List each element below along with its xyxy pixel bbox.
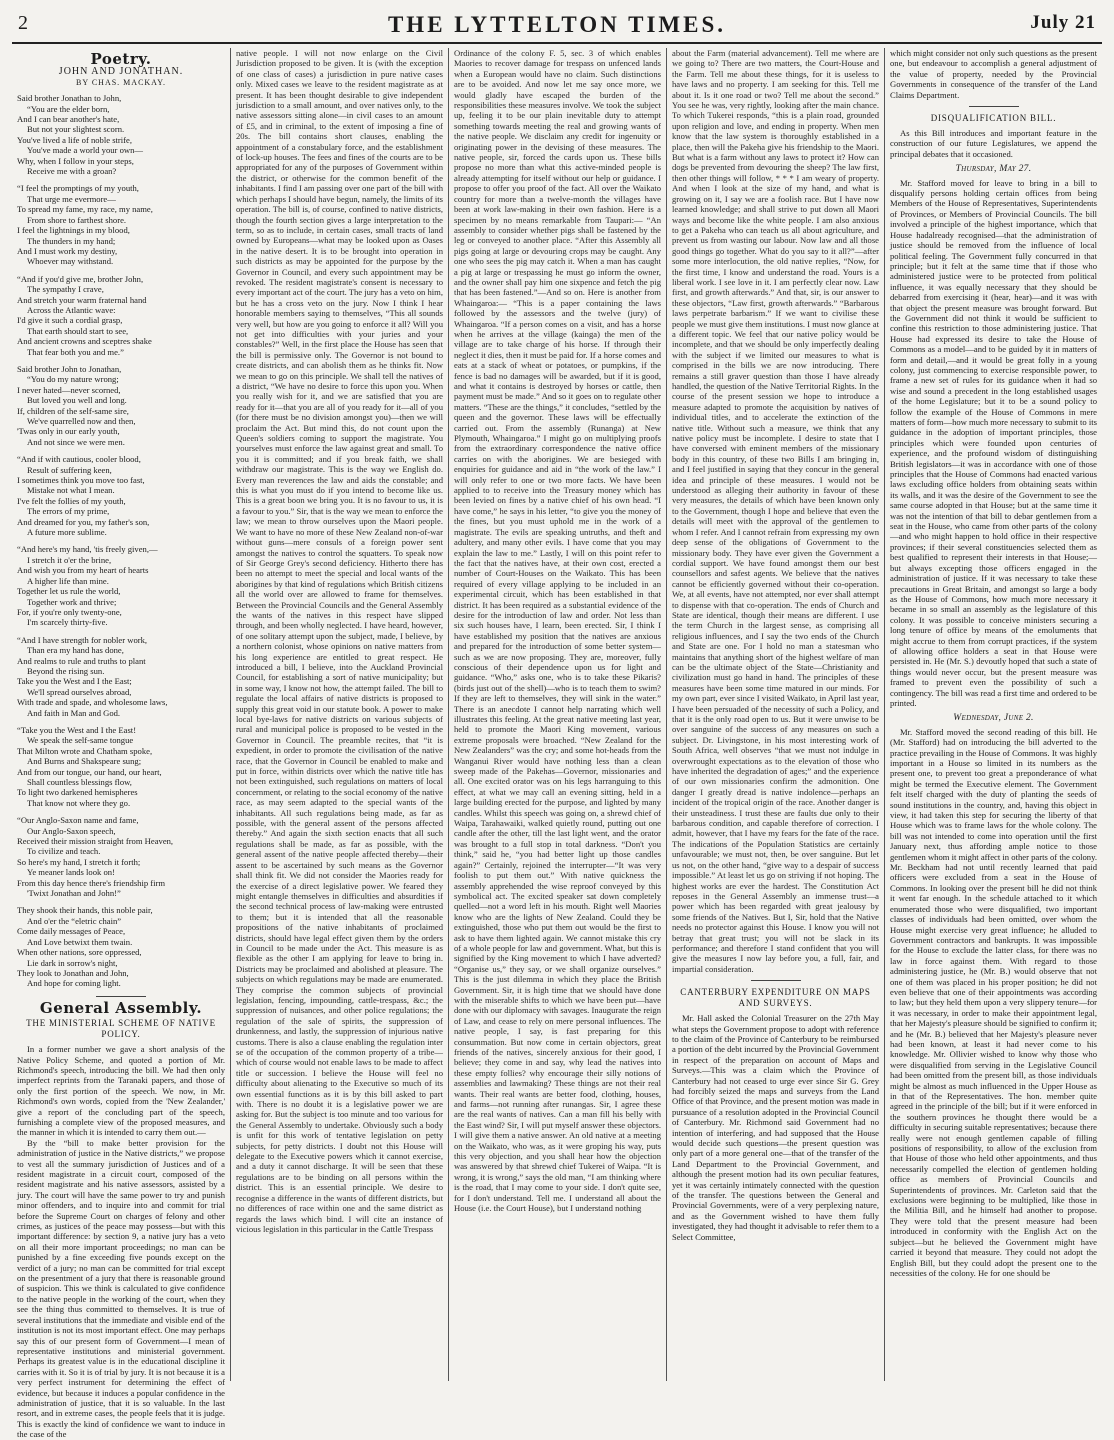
poem-line: And Love betwixt them twain. <box>27 936 133 947</box>
poem-line: “You are the elder born, <box>27 103 110 114</box>
article-intro: As this Bill introduces and important feature in the construction of our future Legislatures, we append the principal debates that it occasioned. <box>890 128 1097 159</box>
poem-line: That Milton wrote and Chatham spoke, <box>17 745 153 756</box>
poem-line: 'Twas only in our early youth, <box>17 426 120 437</box>
masthead <box>12 8 1102 44</box>
poem-line: “Take you the West and I the East! <box>17 724 137 735</box>
poem-stanza <box>17 635 225 718</box>
poem-line: Across the Atlantic wave: <box>27 304 116 315</box>
columns <box>12 48 1102 1440</box>
poem-line: Receive me with a groan? <box>27 166 117 177</box>
poem-stanza <box>17 725 225 808</box>
debate-date: Wednesday, June 2. <box>953 713 1034 724</box>
poem-line: When other nations, sore oppressed, <box>17 947 142 958</box>
poem-stanza <box>17 454 225 537</box>
poem-line: And faith in Man and God. <box>27 707 121 718</box>
poem-line: We've quarrelled now and then, <box>27 416 136 426</box>
article-text: native people. I will not now enlarge on the Civil Jurisdiction proposed to be given. It is (with the exception of one class of cases) a jurisdiction in pure native cases only. Mixed cases we leave to the resident magistrate as at present. It has been thought desirable to give independent jurisdiction to a small amount, and over natives only, to the native assessors sitting alone—in civil cases to an amount of £5, and in criminal, to the extent of imposing a fine of 20s. The bill contains short clauses, enabling the appointment of a constabulary force, and the establishment of lock-up houses. The fees and fines of the courts are to be appropriated for any of the purposes of Government within the district, or otherwise for the common benefit of the inhabitants. I find I am passing over one part of the bill with which perhaps I should have begun, namely, the limits of its operation. The bill is, of course, confined to native districts, though the fourth section gives a large interpretation to the term, so as to include, in certain cases, small tracts of land owned by Europeans—what may be looked upon as Oases in the native desert. It is to be brought into operation in such districts as may be appointed for the purpose by the Governor in Council, and every such appointment may be revoked. The resident magistrate's consent is necessary to every important act of the court. The jury has a veto on him, but he has a cross veto on the jury. Now I think I hear honorable members saying to themselves, “This all sounds very well, but how are you going to enforce it all? Will you not get into difficulties with your juries and your constables?” Well, in the first place the House has seen that the bill is permissive only. The Governor is not bound to create districts, and can abolish them as he thinks fit. Now we mean to go on this principle. We shall tell the natives of a district, “We have no desire to force this upon you. When you really wish for it, and we are satisfied that you are ready for it—that you are all of you ready for it—all of you (for there must be no division amongst you)—then we will proclaim the Act. But mind this, do not count upon the Queen's soldiers coming to support the magistrate. You yourselves must enforce the law against great and small. To you it is committed; and if you break faith, we shall withdraw our magistrate. This is the way we English do. Every man reverences the law and aids the constable; and this is what you must do if you intend to become like us. This is a great boon we bring you. It is no favour to us, it is a favour to you.” Sir, that is the way we mean to enforce the law; we mean to throw ourselves upon the Maori people. We want to have no more of these New Zealand non-of-war without guns—mere consuls of a foreign power sent amongst the natives to control the squatters. To speak now of Sir George Grey's second deficiency. Hitherto there has been no attempt to meet the special and local wants of the aborigines by that kind of regulations which British citizens all the world over are allowed to frame for themselves. Between the Provincial Councils and the General Assembly the wants of the natives in this respect have slipped through, and been wholly neglected. I have heard, however, of one solitary attempt upon the subject, made, I believe, by a northern colonist, whose opinions on native matters from his long experience are entitled to great respect. He introduced a bill, I believe, into the Auckland Provincial Council, for establishing a sort of native municipality; but in some way, I know not how, the attempt failed. The bill to regulate the local affairs of native districts is proposed to supply this great void in our statute book. A power to make local bye-laws for native districts on various subjects of rural and municipal police is proposed to be vested in the Governor in Council. The preamble recites, that “it is expedient, in order to promote the civilisation of the native race, that the Governor in Council be enabled to make and put in force, within districts over which the native title has not been extinguished, such regulations on matters of local concernment, or relating to the social economy of the native race, as may seem adapted to the special wants of the inhabitants. All such regulations being made, as far as possible, with the general assent of the persons affected thereby.” And again the sixth section enacts that all such regulations shall be made, as far as possible, with the general assent of the native people affected thereby—their assent to be ascertained by such means as the Governor shall think fit. We did not consider the Maories ready for the exercise of a direct legislative power. We feared they might entangle themselves in difficulties and absurdities if the second technical process of law-making were entrusted to them; but it is intended that all the reasonable propositions of the native inhabitants of proclaimed districts, should have legal effect given them by the orders in Council to be made under the Act. This measure is as flexible as the other I am applying for leave to bring in. Districts may be proclaimed and abolished at pleasure. The subjects on which regulations may be made are enumerated. They comprise the common subjects of provincial legislation, fencing, impounding, cattle-trespass, &c.; the suppression of nuisances, and other police regulations; the regulation of the sale of spirits, the suppression of drunkenness, and lastly, the suppression of injurious native customs. There is also a clause enabling the regulation inter se of the occupation of the common property of a tribe—which of course would not enable laws to be made to affect title or succession. I believe the House will feel no difficulty about alienating to the Executive so much of its own essential functions as it is by this bill asked to part with. There is no doubt it is a legislative power we are asking for. But the subject is too minute and too various for the General Assembly to undertake. Obviously such a body is unfit for this work of tentative legislation on petty subjects, for petty districts. I doubt not this House will delegate to the Executive powers which it cannot exercise, and a duty it cannot discharge. It will be seen that these regulations are to be binding on all persons within the district. This is an essential principle. We desire to recognise a difference in the wants of different districts, but no differences of race within one and the same district as regards the laws which bind. I will cite an instance of vicious legislation in this particular in the Cattle Trespass <box>236 48 443 1234</box>
debate-date: Thursday, May 27. <box>955 164 1032 175</box>
poem-line: But not your slightest scorn. <box>27 124 125 135</box>
page-number: 2 <box>18 12 28 34</box>
poem-line: And not since we were men. <box>27 436 125 447</box>
poem-line: I'm scarcely thirty-five. <box>27 617 108 628</box>
poem-line: To spread my fame, my race, my name, <box>17 204 153 215</box>
poem-line: I've felt the follies of my youth, <box>17 495 126 506</box>
section-heading-poetry: Poetry. <box>90 50 152 68</box>
poem-line: The errors of my prime, <box>27 506 110 517</box>
poem-line: “And I have strength for nobler work, <box>17 634 148 645</box>
poem-line: Said brother John to Jonathan, <box>17 363 122 374</box>
column-1 <box>12 48 230 1440</box>
poem-stanza <box>17 183 225 266</box>
article-text: Mr. Stafford moved for leave to bring in a bill to disqualify persons holding certain offices from being Members of the House of Representatives, Superintendents of Provinces, or Members of Provincial Councils. The bill involved a principle of the highest importance, which that House hadalready recognised—that the administration of justice should be removed from the influence of local political feeling. The Government fully concurred in that principle; but it felt at the same time that if those who administered justice were to be protected from political influence, it was equally necessary that they should be debarred from exercising it (hear, hear)—and it was with that object the present measure was brought forward. But the Government did not think it would be sufficient to confine this restriction to those administering justice. That House had expressed its desire to take the House of Commons as a model—and to be guided by it in matters of form and detail,—and it would be great folly in a young colony, just commencing to exercise responsible power, to frame a new set of rules for its guidance when it had so wise and sound a precedent in the long established usages of the home Legislature; but it to be a sound policy to follow the example of the House of Commons in mere matters of form—how much more necessary to submit to its guidance in the adoption of important principles, those principles which were founded upon centuries of experience, and the profound wisdom of distinguishing British legislators—it was in accordance with one of those principles that the House of Commons had enacted various laws excluding office holders from obtaining seats within its walls, and it was the desire of the Government to see the same course adopted in that House; but at the same time it was not the intention of that bill to debar gentlemen from a seat in the House, who came from other parts of the colony—and who might happen to hold office in their respective provinces; if their several constituencies selected them as best qualified to represent their interests in that House;—but always excepting those officers engaged in the administration of justice. If it was necessary to take these precautions in Great Britain, and amongst so large a body as the House of Commons, how much more necessary it became in so small an assembly as the legislature of this colony. It was possible to conceive ministers securing a long tenure of office by means of the emoluments that might accrue to them from corrupt practices, if the system of allowing office holders a seat in that House were persisted in. He (Mr. S.) devoutly hoped that such a state of things would never occur, but the present measure was framed to prevent even the possibility of such a contingency. The bill was read a first time and ordered to be printed. <box>890 177 1097 708</box>
poem-line: “You do my nature wrong; <box>27 374 119 385</box>
poem-line: I stretch it o'er the brine, <box>27 554 112 565</box>
article-text: Mr. Hall asked the Colonial Treasurer on the 27th May what steps the Government propose to adopt with reference to the claim of the Province of Canterbury to be reimbursed a portion of the debt incurred by the Provincial Government in respect of the preparation on account of Maps and Surveys.—This was a claim which the Province of Canterbury had not ceased to urge ever since Sir G. Grey had forcibly seized the maps and surveys from the Land Office of that Province, and the present motion was made in pursuance of a resolution adopted in the Provincial Council of Canterbury. Mr. Richmond said Government had no intention of interfering, and had supposed that the House would decide such questions—the present question was only part of a more general one—that of the transfer of the Land Department to the Provincial Government, and although the present motion had its own peculiar features, yet it was certainly intimately connected with the question of the transfer. The questions between the General and Provincial Governments, were of a very perplexing nature, and as the Government wished to have them fully investigated, they had thought it advisable to refer them to a Select Committee, <box>672 1013 879 1242</box>
poem-line: We speak the self-same tongue <box>27 735 134 746</box>
article-paragraph: By the “bill to make better provision for the administration of justice in the Native districts,” we propose to vest all the summary jurisdiction of Justices and of a resident magistrate in a circuit court, composed of the resident magistrate and his native assessors, assisted by a jury. The court will have the same power to try and punish minor offenders, and to inquire into and commit for trial before the Supreme Court on charges of felony and other crimes, as justices of the peace may possess—but with this important difference: by section 9, a native jury has a veto on all their more important proceedings; no man can be punished by a fine exceeding five pounds except on the verdict of a jury; no man can be committed for trial except on the presentment of a jury that there is reasonable ground of suspicion. This we think is calculated to give confidence to the native people in the working of the court, when they see the thing thus committed to themselves. It is true of several institutions that the immediate and visible end of the institution is not its most important effect. One may perhaps say this of our present form of Government—I mean of representative institutions and ministerial government. Perhaps its greatest value is in the educational discipline it carries with it. So it is of trial by jury. It is not because it is a very perfect instrument for determining the effect of evidence, but because it induces a popular confidence in the administration of justice, that it is so valuable. In the last resort, and in extreme cases, the people feels that it is judge. This is exactly the kind of confidence we want to induce in the case of the <box>17 1137 225 1440</box>
poem-line: “I feel the promptings of my youth, <box>17 183 139 194</box>
poem-line: And Burns and Shakspeare sung; <box>27 756 142 767</box>
poem-line: And from our tongue, our hand, our heart, <box>17 766 162 777</box>
poem-line: A future more sublime. <box>27 527 107 538</box>
poem-stanza <box>17 93 225 176</box>
column-4 <box>666 48 884 1381</box>
poem-line: And I must work my destiny, <box>17 245 118 256</box>
poem-line: And realms to rule and truths to plant <box>17 655 146 666</box>
poem-line: That know not where they go. <box>27 797 131 808</box>
poem-stanza <box>17 544 225 627</box>
poem-line: To light two darkened hemispheres <box>17 787 138 798</box>
poem-line: Ye meaner lands look on! <box>27 867 115 878</box>
poem-line: They shook their hands, this noble pair, <box>17 905 153 916</box>
poem-stanza <box>17 274 225 357</box>
poem-line: And wish you from my heart of hearts <box>17 565 149 576</box>
poem-line: You've made a world your own— <box>27 145 143 156</box>
poem-line: “And if you'd give me, brother John, <box>17 273 144 284</box>
poem-line: The thunders in my hand; <box>27 235 116 246</box>
poem-line: I'd give it such a cordial grasp, <box>17 315 123 326</box>
poem-line: Together work and thrive; <box>27 596 117 607</box>
divider <box>969 106 1019 107</box>
poem-line: “Our Anglo-Saxon name and fame, <box>17 815 139 826</box>
poem-stanza <box>17 815 225 898</box>
poem-line: Take you the West and I the East; <box>17 676 132 687</box>
poem-line: And o'er the “eletric chain” <box>27 915 122 926</box>
poem-line: With trade and spade, and wholesome laws, <box>17 697 168 708</box>
poem-line: That fear both you and me.” <box>27 346 124 357</box>
poem-line: That urge me evermore— <box>27 193 116 204</box>
article-text: which might consider not only such questions as the present one, but endeavour to accomplish a general adjustment of the value of property, needed by the Provincial Governments in consequence of the transfer of the Land Claims Department. <box>890 48 1097 100</box>
poem-line: And dreamed for you, my father's son, <box>17 516 150 527</box>
poem-line: Come daily messages of Peace, <box>17 926 126 937</box>
poem-line: Said brother Jonathan to John, <box>17 93 122 104</box>
poem-line: A higher life than mine. <box>27 575 109 586</box>
poem-line: I sometimes think you move too fast, <box>17 475 145 486</box>
issue-date: July 21 <box>1030 12 1096 33</box>
poem-line: That earth should start to see, <box>27 325 129 336</box>
divider <box>751 980 801 981</box>
poem-byline: BY CHAS. MACKAY. <box>76 77 166 87</box>
article-text: Mr. Stafford moved the second reading of this bill. He (Mr. Stafford) had on introducing the bill adverted to the practice prevailing in the House of Commons. It was highly important in a House so limited in its numbers as the present one, to prevent too great a preponderance of what might be termed the Executive element. The Government felt itself charged with the duty of planting the seeds of sound institutions in the country, and, having this object in view, it had taken this step for securing the liberty of that House which was to frame laws for the whole colony. The bill was not intended to come into operation until the first January next, thus affording ample notice to those gentlemen whom it might affect in other parts of the colony. Mr. Beckham had not until recently learned that paid officers were excluded from a seat in the House of Commons. In looking over the present bill he did not think it went far enough. In the schedule attached to it which enumerated those who were disqualified, two important classes of individuals had been omitted, over whom the House might exercise very great influence; he alluded to Government contractors and bankrupts. It was impossible for the House to exclude the latter class, for there was no law in force against them. With regard to those administering justice, he (Mr. B.) would observe that not one of them was placed in his proper position; he did not even believe that one of their appointments was according to law; but they held them upon a very slippery tenure—for it was necessary, in order to make their appointment legal, that her Majesty's pleasure should be signified to confirm it; and he (Mr. B.) believed that her Majesty's pleasure never had been known, at least it had never come to his knowledge. Mr. Ollivier wished to know why those who were disqualified from serving in the Legislative Council had been omitted from the present bill, as those individuals might be almost as much influenced in the Upper House as in that of the Representatives. The hon. member quite agreed in the principle of the bill; but if it were enforced in the southern provinces he thought there would be a difficulty in securing suitable representatives; because there really were not enough gentlemen capable of filling positions of responsibility, to allow of the exclusion from that House of those who held other appointments, and thus necessarily compelled the election of gentlemen holding office as members of Provincial Councils and Superintendents of provinces. Mr. Carleton said that the exclusions were beginning to be multiplied, like those in the Militia Bill, and he himself had another to propose. They were told that the present measure had been introduced in conformity with the English Act on the subject—but he believed the Government might have carried it beyond that measure. They could not adopt the English Bill, but they could adopt the present one to the necessities of the colony. He for one should be <box>890 726 1097 1278</box>
column-5 <box>884 48 1102 1381</box>
article-title: THE MINISTERIAL SCHEME OF NATIVE POLICY. <box>26 1018 216 1040</box>
poem-line: “And here's my hand, 'tis freely given,— <box>17 544 158 555</box>
poem-line: Whoever may withstand. <box>27 256 114 267</box>
article-text: about the Farm (material advancement). Tell me where are we going to? There are two matters, the Court-House and the Farm. Tell me about these things, for it is useless to have laws and no property. I am seeking for this. Tell me about it. Is it one road or two? Tell me about the second.” You see he was, very rightly, looking after the main chance. To which Tukerei responds, “this is a plain road, grounded upon religion and love, and ending in property. When men know that the law system is thoroughly established in a place, then will the Pakeha give his friendship to the Maori. But what is a farm without any laws to protect it? How can dogs be prevented from devouring the sheep? The law first, then other things will follow, * * * I am weary of property. And when I look at the size of my hand, and what is growing on it, I say we are a foolish race. But I have now learned knowledge; and shall strive to put down all Maori ways and become like the white people. I am also anxious to get a Pakeha who can teach us all about agriculture, and prevent us from wasting our labour. Now law and all those good things go together. What do you say to it all?”—after some more interlocution, the old native replies, “Now, for the first time, I know and understand the road. Yours is a liberal work. I see love in it. I am perfectly clear now. Law first, and growth afterwards.” And that, sir, is our answer to these objectors, “Law first, growth afterwards.” “Barbarous laws perpetrate barbarism.” If we want to civilise these people we must give them institutions. I must now glance at a different topic. We feel that our native policy would be incomplete, and that we should be only imperfectly dealing with the subject if we limited our measures to what is comprised in the bills we are now introducing. There remains a still graver question than those I have already handled, the question of the Native Territorial Rights. In the course of the present session we hope to introduce a measure adapted to promote the acquisition by natives of individual titles, and to accelerate the extinction of the native title. Without such a measure, we think that any native policy must be incomplete. I desire to state that I have conversed with eminent members of the missionary body in this country, of these two Bills I am bringing in, and I feel justified in saying that they concur in the general idea and principle of these measures. I would not be understood as alleging their authority in favour of these very measures, the details of which have been known only to the Government, though I hope and believe that even the details will meet with the approval of the gentlemen to whom I refer. And I cannot refrain from expressing my own deep sense of the obligations of Government to the missionary body. They have ever given the Government a cordial support. We have found amongst them our best counsellors and safest agents. We believe that the natives cannot be efficiently governed without their co-operation. We, at all events, have not attempted, nor ever shall attempt to dispense with that co-operation. The ends of Church and State are identical, though their means are different. I use the term Church in the largest sense, as comprising all religious influences, and I say the two ends of the Church and State are one. For I hold no man a statesman who maintains that anything short of the highest welfare of man can be the ultimate object of the State—Christianity and civilization must go hand in hand. The principles of these measures have been some time matured in our minds. For my own part, ever since I visited Waikato, in April last year, I have been persuaded of the necessity of such a Policy, and that it is the only road open to us. But it were unwise to be over sanguine of the success of any measures on such a subject. Dr. Livingstone, in his most interesting work of South Africa, well observes “that we must not indulge in overwrought expectations as to the elevation of those who have inherited the degradation of ages;” and the experience of our own missionaries confirm the admonition. One danger I greatly dread is native indolence—perhaps an incident of the tropical origin of the race. Another danger is their unsteadiness. I trust these are faults due only to their barbarous condition, and capable therefore of correction. I admit, however, that I have my fears for the fate of the race. The indications of the Population Statistics are certainly unfavourable; we must not, then, be over sanguine. But let us not, on the other hand, “give way to a despair of success impossible.” At least let us go on striving if not hoping. The highest works are ever the hardest. The Constitution Act reposes in the General Assembly an immense trust—a power which has been regarded with great jealousy by some friends of the Natives. But I, Sir, hold that the Native needs no protector against this House. I know you will not betray that great trust; you will not be slack in its performance; and therefore I stand confident that you will give the measures I now lay before you, a full, fair, and impartial consideration. <box>672 48 879 974</box>
poem-line: 'Twixt Jonathan and John!” <box>27 888 121 899</box>
poem-line: Mistake not what I mean. <box>27 485 115 496</box>
poem-line: Than era my hand has done, <box>27 645 124 656</box>
poem-line: And I can bear another's hate, <box>17 114 120 125</box>
poem-line: Together let us rule the world, <box>17 586 121 597</box>
poem-line: Beyond the rising sun. <box>27 665 105 676</box>
poem-line: And hope for coming light. <box>27 978 121 989</box>
poem-line: If, children of the self-same sire, <box>17 405 129 416</box>
poem-stanza <box>17 905 225 988</box>
section-heading-general-assembly: General Assembly. <box>39 998 203 1017</box>
poem-line: “And if with cautious, cooler blood, <box>17 454 141 465</box>
poem-line: From shore to farthest shore. <box>27 214 127 225</box>
poem-line: And ancient crowns and sceptres shake <box>17 336 152 347</box>
poem-line: Our Anglo-Saxon speech, <box>27 825 116 836</box>
poem-line: The sympathy I crave, <box>27 284 104 295</box>
poem-line: I never hated—never scorned, <box>17 384 121 395</box>
article-text: Ordinance of the colony F. 5, sec. 3 of which enables Maories to recover damage for trespass on unfenced lands when a European would have no claim. Such distinctions are to be avoided. And now let me say once more, we would gladly have escaped the burden of the responsibilities these measures involve. We took the subject up, feeling it to be our plain inevitable duty to attempt something towards meeting the real and growing wants of the native people. We disclaim any credit for ingenuity or originating power in the devising of these measures. The native people, sir, forced the cards upon us. These bills propose no more than what this active-minded people is already attempting for itself without our help or guidance. I propose to offer you proof of the fact. All over the Waikato country for more than a twelve-month the villages have been at work law-making in their own fashion. Here is a specimen by no means remarkable from Taupari:— “An assembly to consider whether pigs shall be fastened by the leg or conveyed to another place. “After this Assembly all pigs going at large or devouring crops may be caught. Any one who sees the pig may catch it. When a man has caught a pig at large or trespassing he must go inform the owner, and the owner shall pay him one sixpence and fetch the pig that has been fastened.”—And so on. Here is another from Whaingaroa:— “This is a paper containing the laws followed by the assessors and the twelve (jury) of Whaingaroa. “If a person comes on a visit, and has a horse when he arrives at the village (kainga) the men of the village are to take charge of his horse. If through their neglect it dies, then it must be paid for. If a horse comes and eats at a stack of wheat or potatoes, or pumpkins, if the fence is bad no damages will be awarded, but if it is good, and what it contains is destroyed by horses or cattle, then payment must be made.” And so it goes on to regulate other matters. “These are the things,” it concludes, “settled by the queen and the governor. These laws will be effectually carried out. From the assembly (Runanga) at New Plymouth, Whaingaroa.” I might go on multiplying proofs from the extraordinary correspondence the native office carries on with the aborigines. We are besieged with enquiries for guidance and aid in “the work of the law.” I will only refer to one or two more facts. We have been applied to to receive into the Treasury money which has been levied on fines by a native chief of his own head. “I have come,” he says in his letter, “to give you the money of the fines, but you must uphold me in the work of a magistrate. The evils are speaking untruths, and theft and adultery, and many other evils. I have come that you may explain the law to me.” Lastly, I will on this point refer to the fact that the natives have, at their own cost, erected a number of Court-Houses on the Waikato. This has been required of every village applying to be included in an experimental circuit, which has been established in that district. It has been required as a substantial evidence of the desire for the introduction of law and order. Not less than six such houses have, I learn, been erected. Sir, I think I have established my position that the natives are anxious and prepared for the introduction of some better system—such as we are now proposing. They are, moreover, fully conscious of their dependence upon us for light and guidance. “Who,” asks one, who is to take these Pikaris? (birds just out of the shell)—who is to teach them to swim? If they are left to themselves, they will sink in the water.” There is an anecdote I cannot help narrating which well illustrates this feeling. At the great native meeting last year, held to promote the Maori King movement, various extreme proposals were broached. “New Zealand for the New Zealanders” was the cry; and some hot-heads from the Wanganui River would have nothing less than a clean sweep made of the Pakehas—Governor, missionaries and all. One excited orator was on his legs harranguing to this effect, at what we may call an evening sitting, held in a large building erected for the purpose, and lighted by many candles. Whilst this speech was going on, a shrewd chief of Waipa, Tarahawaiki, walked quietly round, putting out one candle after the other, till the last light went, and the orator was brought to a full stop in total darkness. “Don't you think,” said he, “you had better light up those candles again?” Certainly, rejoined the interrupter—“It was very foolish to put them out.” With native quickness the assembly apprehended the wise reproof conveyed by this symbolical act. The excited speaker sat down completely quelled—not a word left in his mouth. Right well Maories know who are the lights of New Zealand. Could they be extinguished, those who put them out would be the first to ask to have them lighted again. We cannot mistake this cry of a whole people for law and government. What, but this is signified by the King movement to which I have adverted? “Organise us,” they say, or we shall organize ourselves.” This is the just dilemma in which they place the British Government. Sir, it is high time that we should have done with the miserable shifts to which we have been put—have done with our diplomacy with savages. Inaugurate the reign of Law, and cease to rely on mere personal influences. The native people, I say, is fast preparing for this consummation. But now come in certain objectors, great friends of the natives, sincerely anxious for their good, I believe; they come in and say, why lead the natives into these empty follies? why encourage their silly notions of assemblies and lawmaking? These things are not their real wants. Their real wants are better food, clothing, houses, and farms—not running after runangas. Sir, I agree these are the real wants of natives. Can a man fill his belly with the East wind? Sir, I will put myself answer these objectors. I will give them a native answer. An old native at a meeting on the Waikato, who was, as it were groping his way, puts this very objection, and you shall hear how the objection was answered by that shrewd chief Tukerei of Waipa. “It is wrong, it is wrong,” says the old man, “I am thinking where is the road, that I may come to your side. I don't quite see, for I don't understand. Tell me. I understand all about the House (i.e. the Court House), but I understand nothing <box>454 48 661 1214</box>
subheading-canterbury: CANTERBURY EXPENDITURE ON MAPS AND SURVEYS. <box>680 987 871 1009</box>
poem-line: To civilize and teach. <box>27 846 101 857</box>
poem-line: You've lived a life of noble strife, <box>17 134 132 145</box>
poem-line: Received their mission straight from Heaven, <box>17 836 174 847</box>
article-paragraph: In a former number we gave a short analysis of the Native Policy Scheme, and quoted a portion of Mr. Richmond's speech, introducing the bill. We had then only imperfect reprints from the Taranaki papers, and those of only the first portion of the speech. We now, in Mr. Richmond's own words, copied from the 'New Zealander,' give a report of the concluding part of the speech, furnishing a complete view of the proposed measures, and the manner in which it is intended to carry them out.— <box>17 1044 225 1138</box>
column-3 <box>448 48 666 1381</box>
poem-line: Why, when I follow in your steps, <box>17 155 134 166</box>
poem-stanza <box>17 364 225 447</box>
poem-line: So here's my hand, I stretch it forth; <box>17 856 141 867</box>
poem-line: I feel the lightnings in my blood, <box>17 225 130 236</box>
column-2 <box>230 48 448 1381</box>
poem-line: For, if you're only twenty-one, <box>17 606 122 617</box>
poem-line: And stretch your warm fraternal hand <box>17 294 147 305</box>
poem-line: Result of suffering keen, <box>27 464 112 475</box>
subheading-disqualification-bill: DISQUALIFICATION BILL. <box>930 113 1057 124</box>
divider <box>96 996 146 997</box>
poem-line: From this day hence there's friendship firm <box>17 877 166 888</box>
poem-line: Shall countless blessings flow, <box>27 777 132 787</box>
newspaper-title: THE LYTTELTON TIMES. <box>387 12 727 37</box>
poem-title: JOHN AND JONATHAN. <box>58 66 184 78</box>
poem-line: We'll spread ourselves abroad, <box>27 686 132 697</box>
poem-line: They look to Jonathan and John, <box>17 967 129 978</box>
poem-line: But loved you well and long. <box>27 395 127 406</box>
poem-line: Lie dark in sorrow's night, <box>27 957 118 968</box>
